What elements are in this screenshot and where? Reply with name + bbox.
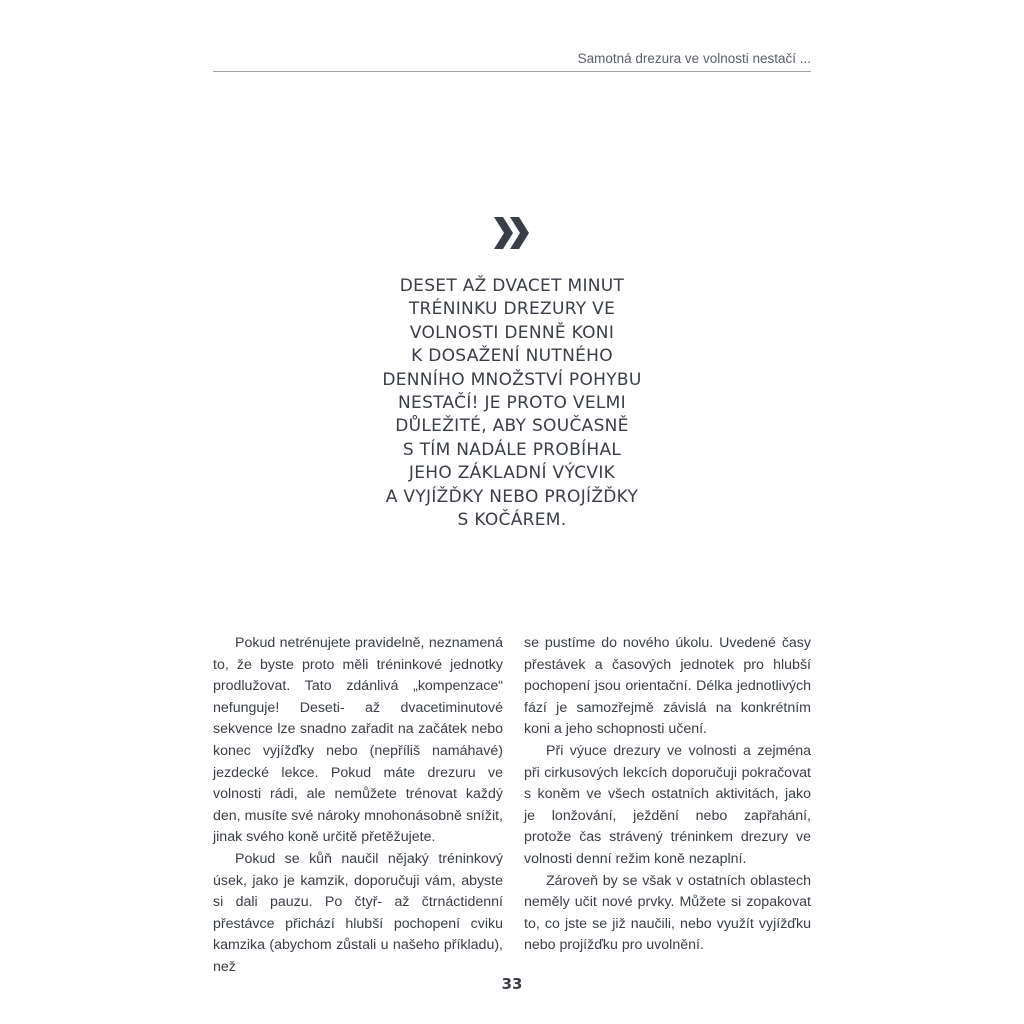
body-paragraph: Při výuce drezury ve volnosti a zejména při cirkusových lekcích doporučuji pokračovat s koněm ve všech ostatních aktivitách, jako je lonžování, ježdění nebo zapřahání, protože čas strávený tréninkem drezury ve volnosti denní režim koně nezaplní. [524, 742, 811, 867]
body-paragraph: Pokud se kůň naučil nějaký tréninkový úsek, jako je kamzik, doporučuji vám, abyste si dali pauzu. Po čtyř- až čtrnáctidenní přestávce přichází hlubší pochopení cviku kamzika (abychom zůstali u našeho příkladu), než [213, 850, 503, 975]
pull-quote-line: VOLNOSTI DENNĚ KONI [409, 322, 615, 343]
pull-quote-line: JEHO ZÁKLADNÍ VÝCVIK [408, 463, 616, 484]
left-column [213, 633, 503, 979]
pull-quote-line: K DOSAŽENÍ NUTNÉHO [411, 346, 613, 367]
pull-quote [213, 205, 811, 532]
pull-quote-line: S TÍM NADÁLE PROBÍHAL [402, 439, 622, 460]
page-number: 33 [501, 975, 523, 993]
body-columns [213, 633, 811, 975]
body-paragraph: Pokud netrénujete pravidelně, neznamená to, že byste proto měli tréninkové jednotky prodlužovat. Tato zdánlivá „kompenzace“ nefunguje! Deseti- až dvacetiminutové sekvence lze snadno zařadit na začátek nebo konec vyjížďky nebo (nepříliš namáhavé) jezdecké lekce. Pokud máte drezuru ve volnosti rádi, ale nemůžete trénovat každý den, musíte své nároky mnohonásobně snížit, jinak svého koně určitě přetěžujete. [213, 635, 503, 846]
pull-quote-line: DENNÍHO MNOŽSTVÍ POHYBU [382, 369, 642, 390]
double-chevron-quote-icon [213, 205, 811, 261]
running-header [213, 44, 811, 72]
pull-quote-line: DŮLEŽITÉ, ABY SOUČASNĚ [395, 416, 629, 437]
pull-quote-line: TRÉNINKU DREZURY VE [408, 299, 616, 320]
pull-quote-line: DESET AŽ DVACET MINUT [399, 276, 625, 296]
running-title: Samotná drezura ve volnosti nestačí ... [577, 51, 811, 66]
body-paragraph: Zároveň by se však v ostatních oblastech neměly učit nové prvky. Můžete si zopakovat to, co jste se již naučili, nebo využít vyjížďku nebo projížďku pro uvolnění. [524, 872, 811, 954]
right-column [524, 633, 811, 957]
double-chevron-quote-svg [492, 215, 532, 251]
pull-quote-line: NESTAČÍ! JE PROTO VELMI [398, 393, 626, 414]
body-paragraph: se pustíme do nového úkolu. Uvedené časy přestávek a časových jednotek pro hlubší pochopení jsou orientační. Délka jednotlivých fází je samozřejmě závislá na konkrétním koni a jeho schopnosti učení. [524, 635, 811, 738]
pull-quote-text [347, 275, 677, 532]
pull-quote-line: A VYJÍŽĎKY NEBO PROJÍŽĎKY [385, 486, 639, 507]
pull-quote-line: S KOČÁREM. [457, 510, 567, 531]
